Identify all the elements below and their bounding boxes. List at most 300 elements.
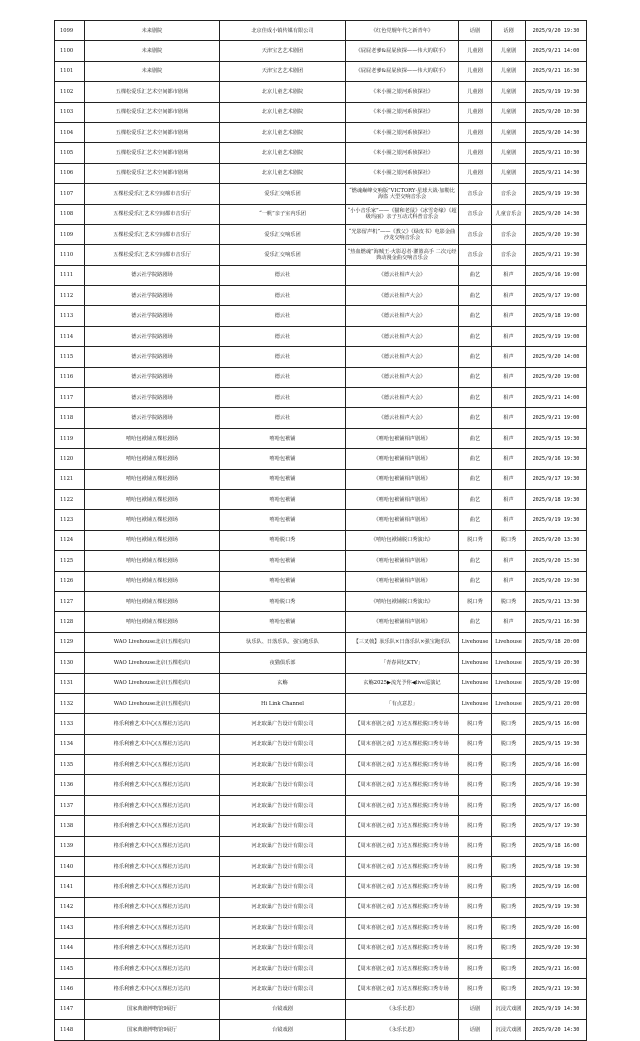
show-title-cell: 《嘻哈包袱铺相声剧场》 (346, 510, 459, 530)
category-cell: 脱口秀 (459, 591, 492, 611)
organizer-cell: 河北取巢广告设计有限公司 (220, 755, 346, 775)
venue-cell: 五棵松爱乐汇艺术空间都市剧场 (85, 82, 220, 102)
table-row (55, 897, 587, 917)
showtime-cell: 2025/9/17 19:00 (526, 286, 587, 306)
showtime-cell: 2025/9/15 19:30 (526, 734, 587, 754)
row-id-cell: 1118 (55, 408, 85, 428)
venue-cell: 嘻哈包袱铺五棵松剧场 (85, 551, 220, 571)
category-cell: 曲艺 (459, 408, 492, 428)
show-title-cell: 【周末喜剧之夜】万达五棵松脱口秀专场 (346, 734, 459, 754)
row-id-cell: 1131 (55, 673, 85, 693)
table-row (55, 61, 587, 81)
show-title-cell: 《德云社相声大会》 (346, 388, 459, 408)
organizer-cell: 河北取巢广告设计有限公司 (220, 958, 346, 978)
row-id-cell: 1144 (55, 938, 85, 958)
organizer-cell: 北京儿童艺术剧院 (220, 163, 346, 183)
showtime-cell: 2025/9/21 14:00 (526, 388, 587, 408)
organizer-cell: 嘻哈包袱铺 (220, 510, 346, 530)
type-cell: 相声 (492, 265, 526, 285)
venue-cell: 德云社学院路剧场 (85, 306, 220, 326)
table-row (55, 958, 587, 978)
showtime-cell: 2025/9/20 19:30 (526, 571, 587, 591)
type-cell: 音乐会 (492, 245, 526, 265)
row-id-cell: 1109 (55, 224, 85, 244)
show-title-cell: 《德云社相声大会》 (346, 326, 459, 346)
venue-cell: 国家典籍博物馆9展厅 (85, 999, 220, 1019)
organizer-cell: 河北取巢广告设计有限公司 (220, 795, 346, 815)
category-cell: 曲艺 (459, 286, 492, 306)
category-cell: 音乐会 (459, 245, 492, 265)
show-title-cell: 《永乐长恩》 (346, 1020, 459, 1040)
showtime-cell: 2025/9/19 19:30 (526, 184, 587, 204)
organizer-cell: 爱乐汇交响乐团 (220, 245, 346, 265)
show-title-cell: 《嘻哈包袱铺相声剧场》 (346, 551, 459, 571)
row-id-cell: 1107 (55, 184, 85, 204)
type-cell: 儿童剧 (492, 61, 526, 81)
table-row (55, 632, 587, 652)
venue-cell: 德云社学院路剧场 (85, 388, 220, 408)
row-id-cell: 1114 (55, 326, 85, 346)
show-title-cell: “燃魂巅峰交响版”VICTORY·星球大战·加勒比海盗 大型交响音乐会 (346, 184, 459, 204)
showtime-cell: 2025/9/20 14:00 (526, 347, 587, 367)
showtime-cell: 2025/9/21 13:30 (526, 591, 587, 611)
venue-cell: 未来剧院 (85, 41, 220, 61)
show-title-cell: 《德云社相声大会》 (346, 367, 459, 387)
row-id-cell: 1105 (55, 143, 85, 163)
showtime-cell: 2025/9/19 14:30 (526, 999, 587, 1019)
table-row (55, 530, 587, 550)
type-cell: 音乐会 (492, 184, 526, 204)
showtime-cell: 2025/9/15 19:30 (526, 428, 587, 448)
showtime-cell: 2025/9/21 19:00 (526, 408, 587, 428)
venue-cell: 五棵松爱乐汇艺术空间都市剧场 (85, 163, 220, 183)
type-cell: 儿童剧 (492, 102, 526, 122)
venue-cell: 德云社学院路剧场 (85, 326, 220, 346)
row-id-cell: 1119 (55, 428, 85, 448)
show-title-cell: 【周末喜剧之夜】万达五棵松脱口秀专场 (346, 918, 459, 938)
show-title-cell: 《德云社相声大会》 (346, 306, 459, 326)
show-title-cell: 【周末喜剧之夜】万达五棵松脱口秀专场 (346, 755, 459, 775)
category-cell: 曲艺 (459, 306, 492, 326)
venue-cell: WAO Livehouse北京(五棵松店) (85, 673, 220, 693)
showtime-cell: 2025/9/17 16:00 (526, 795, 587, 815)
table-row (55, 143, 587, 163)
organizer-cell: 河北取巢广告设计有限公司 (220, 979, 346, 999)
show-title-cell: 《德云社相声大会》 (346, 408, 459, 428)
organizer-cell: 嘻哈包袱铺 (220, 571, 346, 591)
organizer-cell: 德云社 (220, 408, 346, 428)
venue-cell: WAO Livehouse北京(五棵松店) (85, 693, 220, 713)
venue-cell: 格乐利雅艺术中心(五棵松万达店) (85, 775, 220, 795)
organizer-cell: 嘻哈包袱铺 (220, 469, 346, 489)
type-cell: 相声 (492, 306, 526, 326)
venue-cell: 嘻哈包袱铺五棵松剧场 (85, 469, 220, 489)
venue-cell: 格乐利雅艺术中心(五棵松万达店) (85, 857, 220, 877)
category-cell: 音乐会 (459, 204, 492, 224)
row-id-cell: 1147 (55, 999, 85, 1019)
organizer-cell: 天津宝艺艺术剧团 (220, 41, 346, 61)
row-id-cell: 1100 (55, 41, 85, 61)
row-id-cell: 1139 (55, 836, 85, 856)
table-row (55, 204, 587, 224)
type-cell: 脱口秀 (492, 836, 526, 856)
type-cell: 相声 (492, 489, 526, 509)
organizer-cell: 嘻哈脱口秀 (220, 530, 346, 550)
showtime-cell: 2025/9/19 19:30 (526, 82, 587, 102)
row-id-cell: 1101 (55, 61, 85, 81)
venue-cell: 嘻哈包袱铺五棵松剧场 (85, 510, 220, 530)
show-title-cell: 《德云社相声大会》 (346, 265, 459, 285)
venue-cell: 德云社学院路剧场 (85, 265, 220, 285)
category-cell: 音乐会 (459, 224, 492, 244)
showtime-cell: 2025/9/21 19:30 (526, 245, 587, 265)
type-cell: 相声 (492, 510, 526, 530)
organizer-cell: 河北取巢广告设计有限公司 (220, 714, 346, 734)
venue-cell: 德云社学院路剧场 (85, 286, 220, 306)
showtime-cell: 2025/9/20 19:30 (526, 938, 587, 958)
show-title-cell: 【周末喜剧之夜】万达五棵松脱口秀专场 (346, 979, 459, 999)
row-id-cell: 1141 (55, 877, 85, 897)
table-row (55, 224, 587, 244)
organizer-cell: 驮乐队、日落乐队、强宝跑乐队 (220, 632, 346, 652)
organizer-cell: 德云社 (220, 388, 346, 408)
table-row (55, 408, 587, 428)
venue-cell: WAO Livehouse北京(五棵松店) (85, 632, 220, 652)
type-cell: 脱口秀 (492, 877, 526, 897)
type-cell: 脱口秀 (492, 734, 526, 754)
category-cell: 儿童剧 (459, 82, 492, 102)
category-cell: Livehouse (459, 632, 492, 652)
table-row (55, 388, 587, 408)
organizer-cell: 德云社 (220, 367, 346, 387)
organizer-cell: 河北取巢广告设计有限公司 (220, 897, 346, 917)
showtime-cell: 2025/9/20 14:30 (526, 204, 587, 224)
type-cell: 相声 (492, 469, 526, 489)
table-row (55, 836, 587, 856)
row-id-cell: 1122 (55, 489, 85, 509)
show-title-cell: 《米小圈之银河系侦探社》 (346, 122, 459, 142)
showtime-cell: 2025/9/18 20:00 (526, 632, 587, 652)
organizer-cell: 台镜戏剧 (220, 1020, 346, 1040)
table-row (55, 673, 587, 693)
table-row (55, 795, 587, 815)
category-cell: 脱口秀 (459, 857, 492, 877)
row-id-cell: 1140 (55, 857, 85, 877)
organizer-cell: 河北取巢广告设计有限公司 (220, 857, 346, 877)
showtime-cell: 2025/9/18 19:30 (526, 489, 587, 509)
show-title-cell: 《嘻哈包袱铺相声剧场》 (346, 428, 459, 448)
show-title-cell: 《米小圈之银河系侦探社》 (346, 143, 459, 163)
category-cell: 曲艺 (459, 347, 492, 367)
table-row (55, 693, 587, 713)
showtime-cell: 2025/9/21 16:00 (526, 958, 587, 978)
table-row (55, 102, 587, 122)
organizer-cell: 河北取巢广告设计有限公司 (220, 816, 346, 836)
row-id-cell: 1108 (55, 204, 85, 224)
organizer-cell: 河北取巢广告设计有限公司 (220, 836, 346, 856)
category-cell: 脱口秀 (459, 795, 492, 815)
organizer-cell: 台镜戏剧 (220, 999, 346, 1019)
row-id-cell: 1136 (55, 775, 85, 795)
show-title-cell: 【周末喜剧之夜】万达五棵松脱口秀专场 (346, 816, 459, 836)
row-id-cell: 1116 (55, 367, 85, 387)
showtime-cell: 2025/9/20 16:00 (526, 918, 587, 938)
type-cell: 相声 (492, 571, 526, 591)
table-row (55, 510, 587, 530)
category-cell: 曲艺 (459, 489, 492, 509)
table-row (55, 265, 587, 285)
organizer-cell: 嘻哈包袱铺 (220, 428, 346, 448)
category-cell: 话剧 (459, 1020, 492, 1040)
show-title-cell: “热血燃魂”海贼王·火影忍者·灌篮高手 二次元经典动漫金曲交响音乐会 (346, 245, 459, 265)
category-cell: 脱口秀 (459, 877, 492, 897)
venue-cell: 嘻哈包袱铺五棵松剧场 (85, 591, 220, 611)
show-title-cell: 【三叉戟】驮乐队×日落乐队×强宝跑乐队 (346, 632, 459, 652)
organizer-cell: 德云社 (220, 286, 346, 306)
category-cell: 脱口秀 (459, 734, 492, 754)
type-cell: 音乐会 (492, 224, 526, 244)
type-cell: Livehouse (492, 632, 526, 652)
venue-cell: 格乐利雅艺术中心(五棵松万达店) (85, 795, 220, 815)
show-title-cell: 《嘻哈包袱铺脱口秀演出》 (346, 591, 459, 611)
venue-cell: 德云社学院路剧场 (85, 347, 220, 367)
category-cell: 脱口秀 (459, 979, 492, 999)
type-cell: 沉浸式戏剧 (492, 1020, 526, 1040)
row-id-cell: 1143 (55, 918, 85, 938)
show-title-cell: 《德云社相声大会》 (346, 286, 459, 306)
venue-cell: 格乐利雅艺术中心(五棵松万达店) (85, 938, 220, 958)
row-id-cell: 1134 (55, 734, 85, 754)
venue-cell: 嘻哈包袱铺五棵松剧场 (85, 489, 220, 509)
type-cell: 儿童剧 (492, 163, 526, 183)
table-row (55, 245, 587, 265)
table-row (55, 775, 587, 795)
venue-cell: 未来剧院 (85, 21, 220, 41)
type-cell: 脱口秀 (492, 816, 526, 836)
table-row (55, 41, 587, 61)
type-cell: 相声 (492, 286, 526, 306)
row-id-cell: 1125 (55, 551, 85, 571)
category-cell: 儿童剧 (459, 61, 492, 81)
showtime-cell: 2025/9/20 14:30 (526, 1020, 587, 1040)
type-cell: Livehouse (492, 693, 526, 713)
row-id-cell: 1142 (55, 897, 85, 917)
venue-cell: 格乐利雅艺术中心(五棵松万达店) (85, 816, 220, 836)
type-cell: 相声 (492, 612, 526, 632)
organizer-cell: 北京儿童艺术剧院 (220, 143, 346, 163)
show-title-cell: 《嘻哈包袱铺脱口秀演出》 (346, 530, 459, 550)
organizer-cell: 爱乐汇交响乐团 (220, 184, 346, 204)
category-cell: 儿童剧 (459, 143, 492, 163)
table-row (55, 428, 587, 448)
showtime-cell: 2025/9/20 15:30 (526, 551, 587, 571)
category-cell: 脱口秀 (459, 530, 492, 550)
showtime-cell: 2025/9/16 16:00 (526, 755, 587, 775)
type-cell: Livehouse (492, 653, 526, 673)
type-cell: 儿童剧 (492, 41, 526, 61)
organizer-cell: “一帆”亲子室内乐团 (220, 204, 346, 224)
type-cell: 沉浸式戏剧 (492, 999, 526, 1019)
row-id-cell: 1128 (55, 612, 85, 632)
type-cell: 脱口秀 (492, 795, 526, 815)
table-row (55, 714, 587, 734)
show-title-cell: 《嘻哈包袱铺相声剧场》 (346, 449, 459, 469)
venue-cell: 格乐利雅艺术中心(五棵松万达店) (85, 958, 220, 978)
venue-cell: 格乐利雅艺术中心(五棵松万达店) (85, 755, 220, 775)
venue-cell: 格乐利雅艺术中心(五棵松万达店) (85, 714, 220, 734)
row-id-cell: 1115 (55, 347, 85, 367)
showtime-cell: 2025/9/19 19:30 (526, 897, 587, 917)
type-cell: 脱口秀 (492, 938, 526, 958)
venue-cell: 五棵松爱乐汇艺术空间都市剧场 (85, 122, 220, 142)
table-row (55, 469, 587, 489)
organizer-cell: 夜猫俱乐部 (220, 653, 346, 673)
category-cell: 儿童剧 (459, 163, 492, 183)
type-cell: 脱口秀 (492, 775, 526, 795)
show-title-cell: 《嘻哈包袱铺相声剧场》 (346, 469, 459, 489)
category-cell: 曲艺 (459, 510, 492, 530)
table-row (55, 326, 587, 346)
venue-cell: 五棵松爱乐汇艺术空间都市音乐厅 (85, 204, 220, 224)
category-cell: 话剧 (459, 999, 492, 1019)
organizer-cell: 德云社 (220, 347, 346, 367)
show-title-cell: 《嘻哈包袱铺相声剧场》 (346, 489, 459, 509)
table-row (55, 816, 587, 836)
category-cell: 曲艺 (459, 469, 492, 489)
category-cell: 曲艺 (459, 265, 492, 285)
table-row (55, 938, 587, 958)
row-id-cell: 1110 (55, 245, 85, 265)
category-cell: 脱口秀 (459, 836, 492, 856)
table-row (55, 21, 587, 41)
showtime-cell: 2025/9/21 19:30 (526, 979, 587, 999)
show-title-cell: 《米小圈之银河系侦探社》 (346, 102, 459, 122)
row-id-cell: 1138 (55, 816, 85, 836)
table-row (55, 734, 587, 754)
category-cell: Livehouse (459, 693, 492, 713)
showtime-cell: 2025/9/21 14:30 (526, 163, 587, 183)
venue-cell: 国家典籍博物馆9展厅 (85, 1020, 220, 1040)
table-row (55, 877, 587, 897)
row-id-cell: 1104 (55, 122, 85, 142)
showtime-cell: 2025/9/18 16:00 (526, 836, 587, 856)
category-cell: 音乐会 (459, 184, 492, 204)
venue-cell: 嘻哈包袱铺五棵松剧场 (85, 571, 220, 591)
category-cell: 话剧 (459, 21, 492, 41)
show-title-cell: 【周末喜剧之夜】万达五棵松脱口秀专场 (346, 857, 459, 877)
type-cell: 相声 (492, 388, 526, 408)
row-id-cell: 1135 (55, 755, 85, 775)
venue-cell: 格乐利雅艺术中心(五棵松万达店) (85, 836, 220, 856)
venue-cell: 嘻哈包袱铺五棵松剧场 (85, 612, 220, 632)
showtime-cell: 2025/9/20 19:00 (526, 367, 587, 387)
venue-cell: 格乐利雅艺术中心(五棵松万达店) (85, 877, 220, 897)
venue-cell: 嘻哈包袱铺五棵松剧场 (85, 449, 220, 469)
showtime-cell: 2025/9/16 19:30 (526, 775, 587, 795)
type-cell: 相声 (492, 347, 526, 367)
table-row (55, 918, 587, 938)
category-cell: 曲艺 (459, 326, 492, 346)
row-id-cell: 1130 (55, 653, 85, 673)
row-id-cell: 1124 (55, 530, 85, 550)
table-row (55, 755, 587, 775)
showtime-cell: 2025/9/17 19:30 (526, 816, 587, 836)
show-title-cell: 《米小圈之银河系侦探社》 (346, 82, 459, 102)
category-cell: 脱口秀 (459, 816, 492, 836)
row-id-cell: 1106 (55, 163, 85, 183)
showtime-cell: 2025/9/15 16:00 (526, 714, 587, 734)
row-id-cell: 1111 (55, 265, 85, 285)
organizer-cell: 河北取巢广告设计有限公司 (220, 775, 346, 795)
organizer-cell: 德云社 (220, 265, 346, 285)
showtime-cell: 2025/9/21 16:30 (526, 612, 587, 632)
row-id-cell: 1121 (55, 469, 85, 489)
show-title-cell: 【周末喜剧之夜】万达五棵松脱口秀专场 (346, 958, 459, 978)
venue-cell: 格乐利雅艺术中心(五棵松万达店) (85, 979, 220, 999)
organizer-cell: 河北取巢广告设计有限公司 (220, 918, 346, 938)
organizer-cell: 嘻哈包袱铺 (220, 551, 346, 571)
table-row (55, 163, 587, 183)
table-row (55, 653, 587, 673)
showtime-cell: 2025/9/21 14:00 (526, 41, 587, 61)
organizer-cell: 嘻哈脱口秀 (220, 591, 346, 611)
type-cell: 相声 (492, 367, 526, 387)
organizer-cell: 爱乐汇交响乐团 (220, 224, 346, 244)
venue-cell: 五棵松爱乐汇艺术空间都市音乐厅 (85, 245, 220, 265)
table-row (55, 122, 587, 142)
category-cell: 脱口秀 (459, 938, 492, 958)
showtime-cell: 2025/9/16 19:30 (526, 449, 587, 469)
venue-cell: 格乐利雅艺术中心(五棵松万达店) (85, 734, 220, 754)
category-cell: 脱口秀 (459, 755, 492, 775)
type-cell: 脱口秀 (492, 897, 526, 917)
category-cell: Livehouse (459, 653, 492, 673)
organizer-cell: 北京儿童艺术剧院 (220, 102, 346, 122)
showtime-cell: 2025/9/20 14:30 (526, 122, 587, 142)
venue-cell: 五棵松爱乐汇艺术空间都市音乐厅 (85, 224, 220, 244)
type-cell: 脱口秀 (492, 591, 526, 611)
row-id-cell: 1099 (55, 21, 85, 41)
table-row (55, 82, 587, 102)
show-title-cell: 【周末喜剧之夜】万达五棵松脱口秀专场 (346, 938, 459, 958)
show-title-cell: 【周末喜剧之夜】万达五棵松脱口秀专场 (346, 795, 459, 815)
category-cell: 脱口秀 (459, 897, 492, 917)
showtime-cell: 2025/9/21 20:00 (526, 693, 587, 713)
show-title-cell: “光影留声机”——《教父》《绿皮书》电影金曲沙龙交响音乐会 (346, 224, 459, 244)
row-id-cell: 1133 (55, 714, 85, 734)
row-id-cell: 1102 (55, 82, 85, 102)
showtime-cell: 2025/9/20 19:30 (526, 21, 587, 41)
table-row (55, 347, 587, 367)
table-row (55, 286, 587, 306)
type-cell: 相声 (492, 449, 526, 469)
venue-cell: 德云社学院路剧场 (85, 408, 220, 428)
show-title-cell: 《屁屁老爹&屁屁侦探——伟大的联手》 (346, 41, 459, 61)
row-id-cell: 1103 (55, 102, 85, 122)
venue-cell: WAO Livehouse北京(五棵松店) (85, 653, 220, 673)
table-row (55, 999, 587, 1019)
show-title-cell: 《嘻哈包袱铺相声剧场》 (346, 571, 459, 591)
type-cell: Livehouse (492, 673, 526, 693)
type-cell: 话剧 (492, 21, 526, 41)
venue-cell: 德云社学院路剧场 (85, 367, 220, 387)
venue-cell: 格乐利雅艺术中心(五棵松万达店) (85, 918, 220, 938)
table-row (55, 449, 587, 469)
table-row (55, 591, 587, 611)
type-cell: 脱口秀 (492, 755, 526, 775)
show-title-cell: 《永乐长恩》 (346, 999, 459, 1019)
category-cell: 曲艺 (459, 612, 492, 632)
